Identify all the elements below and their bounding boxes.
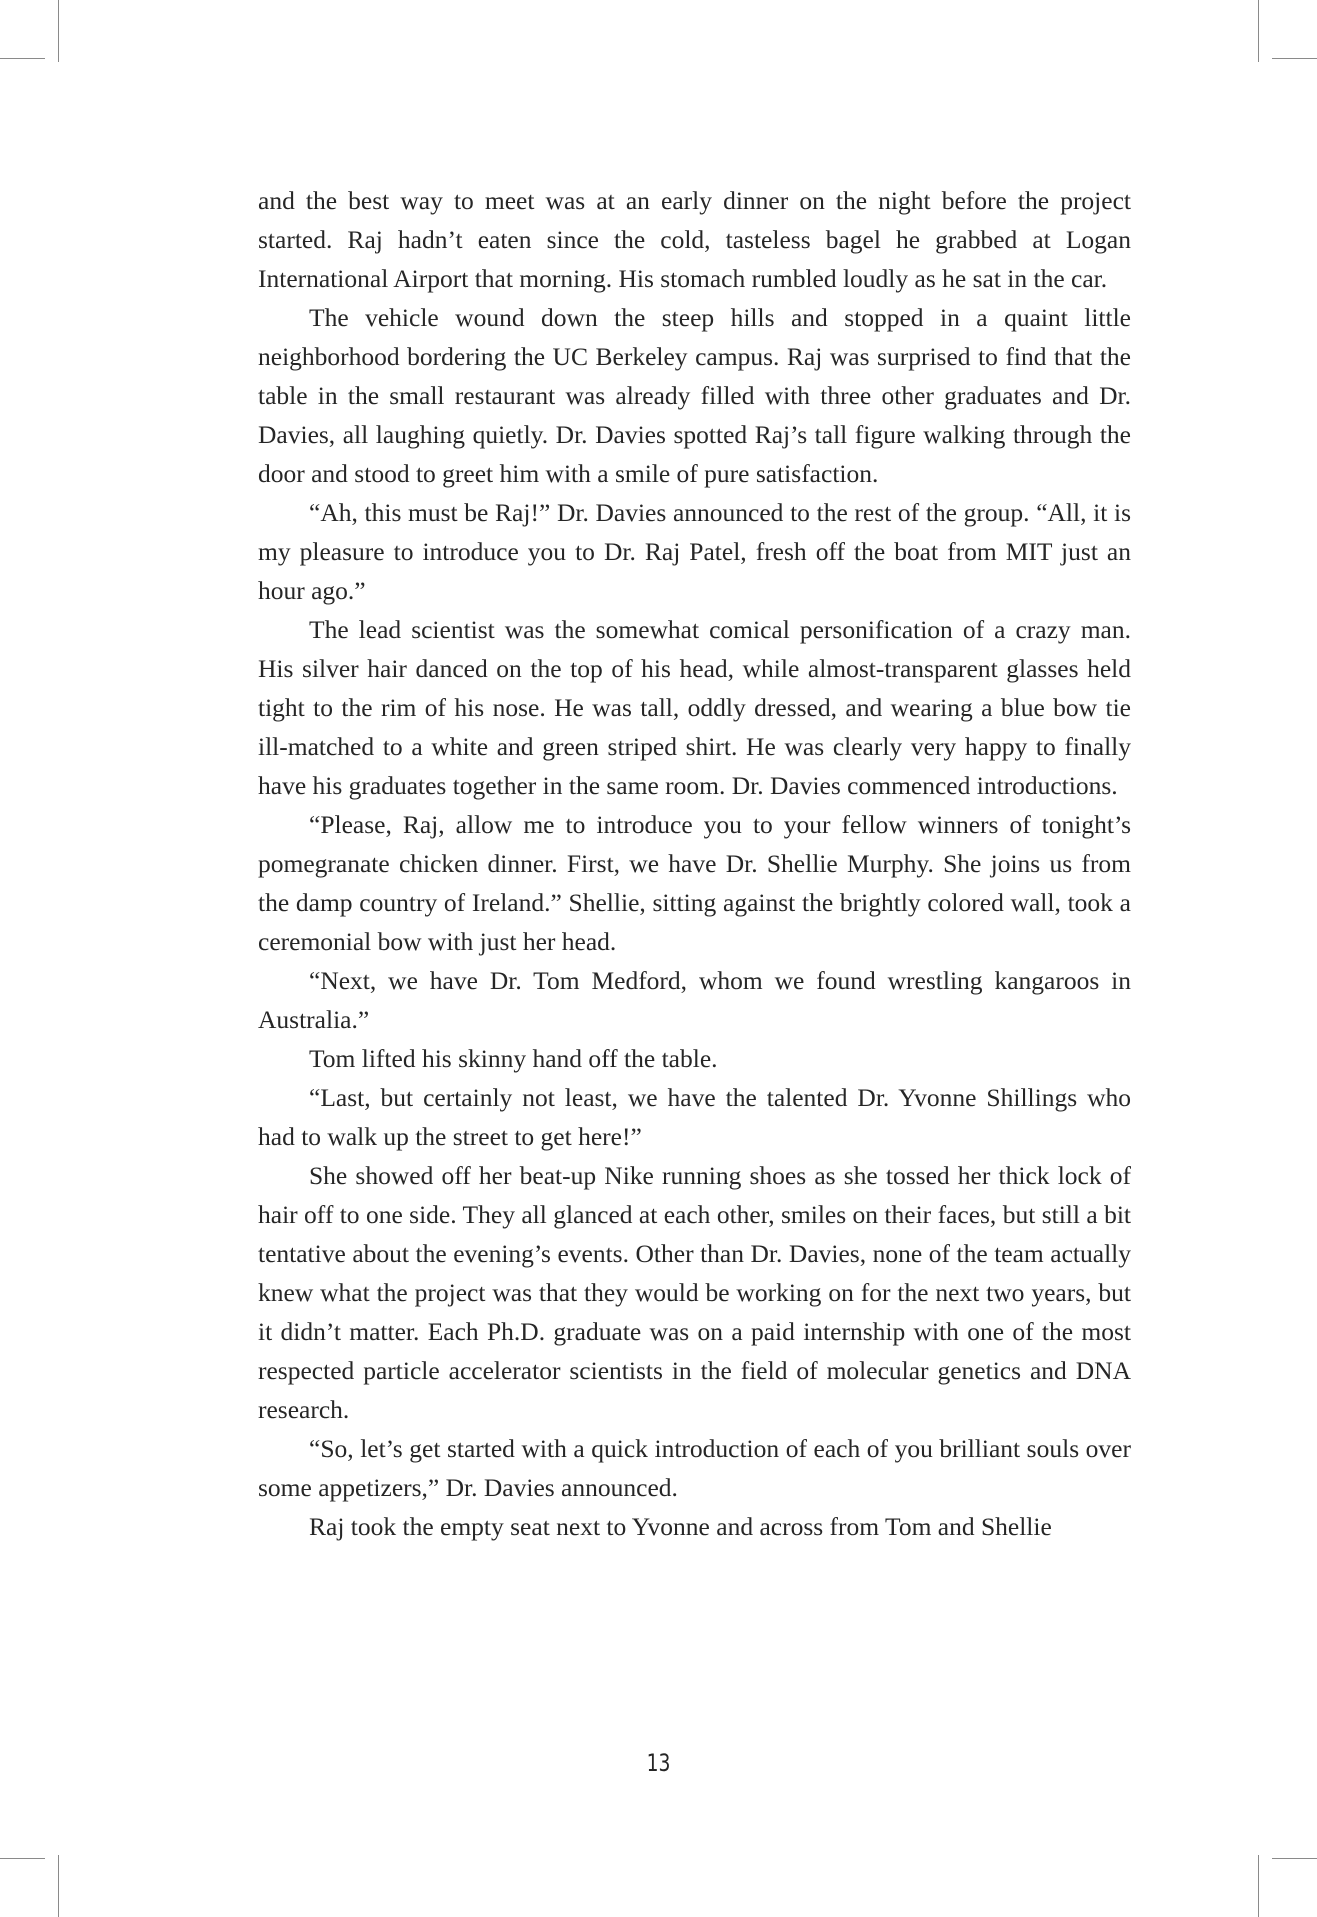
paragraph: Tom lifted his skinny hand off the table. [309,1044,718,1073]
crop-mark-bottom-right-horizontal [1272,1858,1317,1859]
paragraph: “Ah, this must be Raj!” Dr. Davies announced to the rest of the group. “All, it is my pleasure to introduce you to Dr. Raj Patel, fresh off the boat from MIT just an hour ago.” [258,498,1131,605]
paragraph: “So, let’s get started with a quick introduction of each of you brilliant souls over some appetizers,” Dr. Davies announced. [258,1434,1131,1502]
crop-mark-bottom-left-horizontal [0,1858,45,1859]
paragraph: The lead scientist was the somewhat comical personification of a crazy man. His silver hair danced on the top of his head, while almost-transparent glasses held tight to the rim of his nose. He was tall, oddly dressed, and wearing a blue bow tie ill-matched to a white and green striped shirt. He was clearly very happy to finally have his graduates together in the same room. Dr. Davies commenced introductions. [258,615,1131,800]
paragraph: Raj took the empty seat next to Yvonne and across from Tom and Shellie [309,1512,1052,1541]
crop-mark-top-left-horizontal [0,58,45,59]
crop-mark-bottom-left-vertical [58,1855,59,1917]
crop-mark-top-right-vertical [1258,0,1259,62]
paragraph: The vehicle wound down the steep hills and stopped in a quaint little neighborhood bordering the UC Berkeley campus. Raj was surprised to find that the table in the small restaurant was already filled with three other graduates and Dr. Davies, all laughing quietly. Dr. Davies spotted Raj’s tall figure walking through the door and stood to greet him with a smile of pure satisfaction. [258,303,1131,488]
paragraph-continuation: and the best way to meet was at an early dinner on the night before the project started. Raj hadn’t eaten since the cold, tasteless bagel he grabbed at Logan International Airport that morning. His stomach rumbled loudly as he sat in the car. [258,186,1131,293]
paragraph: “Last, but certainly not least, we have the talented Dr. Yvonne Shillings who had to walk up the street to get here!” [258,1083,1131,1151]
paragraph: “Next, we have Dr. Tom Medford, whom we found wrestling kangaroos in Australia.” [258,966,1131,1034]
paragraph: “Please, Raj, allow me to introduce you to your fellow winners of tonight’s pomegranate chicken dinner. First, we have Dr. Shellie Murphy. She joins us from the damp country of Ireland.” Shellie, sitting against the brightly colored wall, took a ceremonial bow with just her head. [258,810,1131,956]
body-text [258,181,1131,1546]
crop-mark-bottom-right-vertical [1258,1855,1259,1917]
crop-mark-top-right-horizontal [1272,58,1317,59]
paragraph: She showed off her beat-up Nike running shoes as she tossed her thick lock of hair off to one side. They all glanced at each other, smiles on their faces, but still a bit tentative about the evening’s events. Other than Dr. Davies, none of the team actually knew what the project was that they would be working on for the next two years, but it didn’t matter. Each Ph.D. graduate was on a paid internship with one of the most respected particle accelerator scientists in the field of molecular genetics and DNA research. [258,1161,1131,1424]
crop-mark-top-left-vertical [58,0,59,62]
page-number: 13 [646,1749,671,1777]
